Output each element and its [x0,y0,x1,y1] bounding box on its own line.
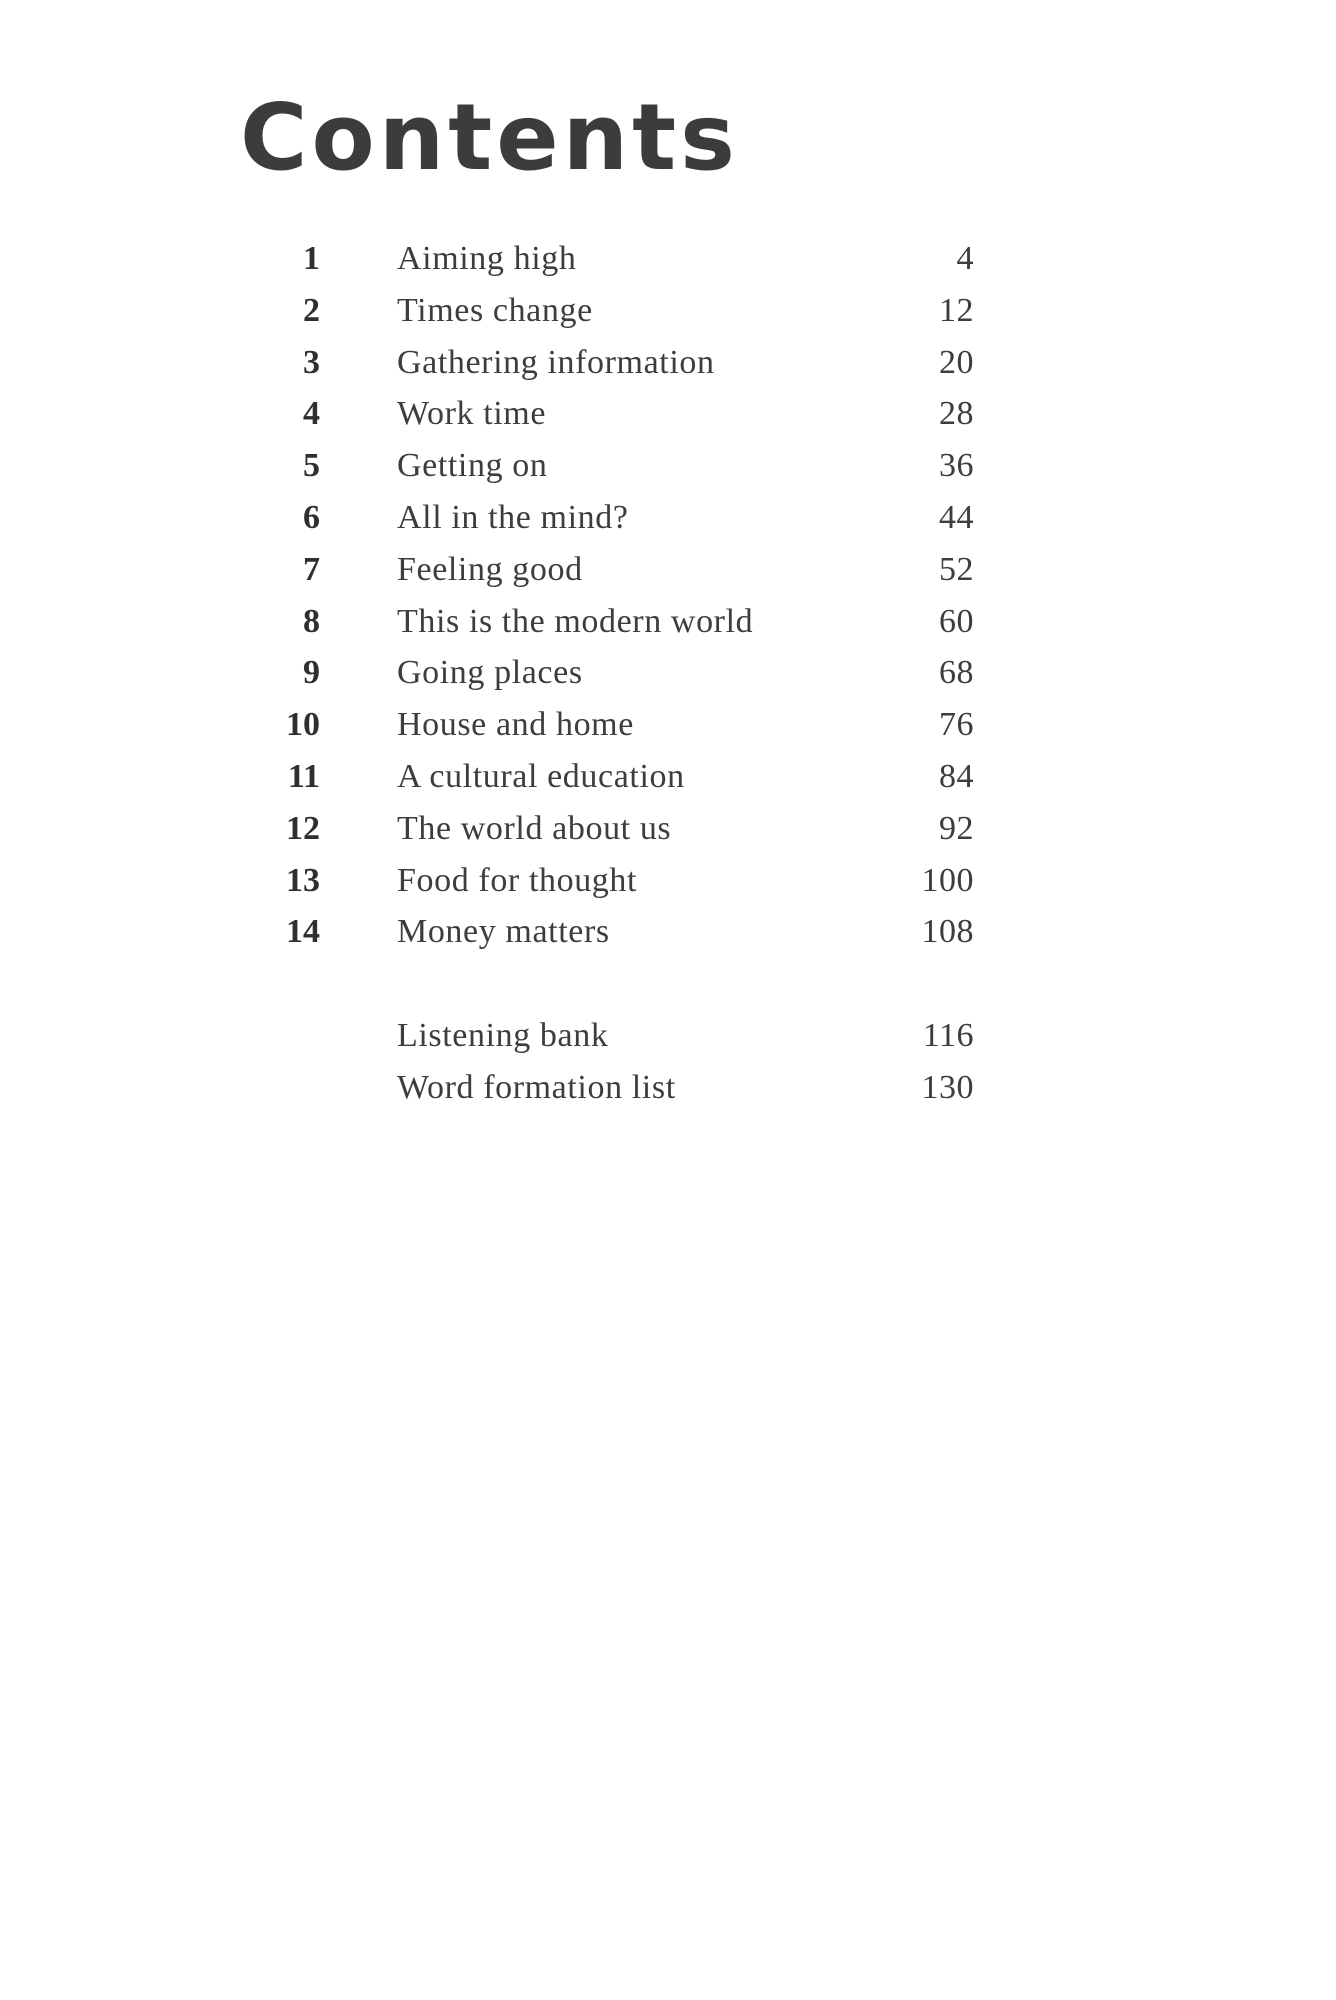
chapter-title: Money matters [397,913,610,951]
chapter-title: Times change [397,291,593,329]
chapter-title: All in the mind? [397,498,629,536]
chapter-number: 8 [303,602,320,640]
chapter-title: Feeling good [397,550,583,588]
toc-entry-5[interactable] [0,447,1336,499]
toc-entry-12[interactable] [0,810,1336,862]
chapter-number: 5 [303,447,320,485]
chapter-title: Aiming high [397,240,577,277]
appendix-list [0,1017,1336,1121]
toc-entry-10[interactable] [0,706,1336,758]
chapter-number: 3 [303,343,320,381]
toc-entry-13[interactable] [0,862,1336,914]
page-number: 100 [921,861,974,899]
chapter-number: 4 [303,395,320,433]
chapter-number: 14 [286,913,320,951]
page-number: 60 [939,602,974,640]
chapter-title: A cultural education [397,757,685,795]
chapter-title: This is the modern world [397,602,754,640]
page-number: 36 [939,447,974,485]
appendix-title: Listening bank [397,1017,609,1054]
page-number: 12 [939,291,974,329]
toc-entry-8[interactable] [0,603,1336,655]
toc-entry-2[interactable] [0,292,1336,344]
toc-entry-14[interactable] [0,913,1336,965]
page-number: 92 [939,809,974,847]
chapter-title: Food for thought [397,861,638,899]
toc-entry-4[interactable] [0,395,1336,447]
page-number: 108 [921,913,974,951]
page-number: 116 [922,1017,974,1054]
appendix-title: Word formation list [397,1068,676,1106]
chapter-title: Work time [397,395,547,433]
chapter-title: Going places [397,654,583,692]
chapter-number: 13 [286,861,320,899]
toc-entry-11[interactable] [0,758,1336,810]
chapter-number: 2 [303,291,320,329]
toc-entry-listening-bank[interactable] [0,1017,1336,1069]
page-title: Contents [240,84,739,191]
chapter-number: 11 [287,757,320,795]
chapter-title: The world about us [397,809,672,847]
chapter-list [0,240,1336,965]
page-number: 4 [956,240,974,277]
chapter-title: House and home [397,706,634,744]
chapter-number: 6 [303,498,320,536]
toc-entry-1[interactable] [0,240,1336,292]
chapter-number: 1 [303,240,320,277]
page-number: 20 [939,343,974,381]
chapter-number: 10 [286,706,320,744]
chapter-title: Gathering information [397,343,715,381]
page-number: 130 [921,1068,974,1106]
page-number: 28 [939,395,974,433]
page-number: 76 [939,706,974,744]
toc-entry-6[interactable] [0,499,1336,551]
toc-entry-7[interactable] [0,551,1336,603]
chapter-title: Getting on [397,447,548,485]
toc-entry-word-formation-list[interactable] [0,1069,1336,1121]
chapter-number: 12 [286,809,320,847]
chapter-number: 9 [303,654,320,692]
page-number: 68 [939,654,974,692]
toc-entry-9[interactable] [0,654,1336,706]
page-number: 84 [939,757,974,795]
page-number: 44 [939,498,974,536]
page-number: 52 [939,550,974,588]
chapter-number: 7 [303,550,320,588]
toc-entry-3[interactable] [0,344,1336,396]
